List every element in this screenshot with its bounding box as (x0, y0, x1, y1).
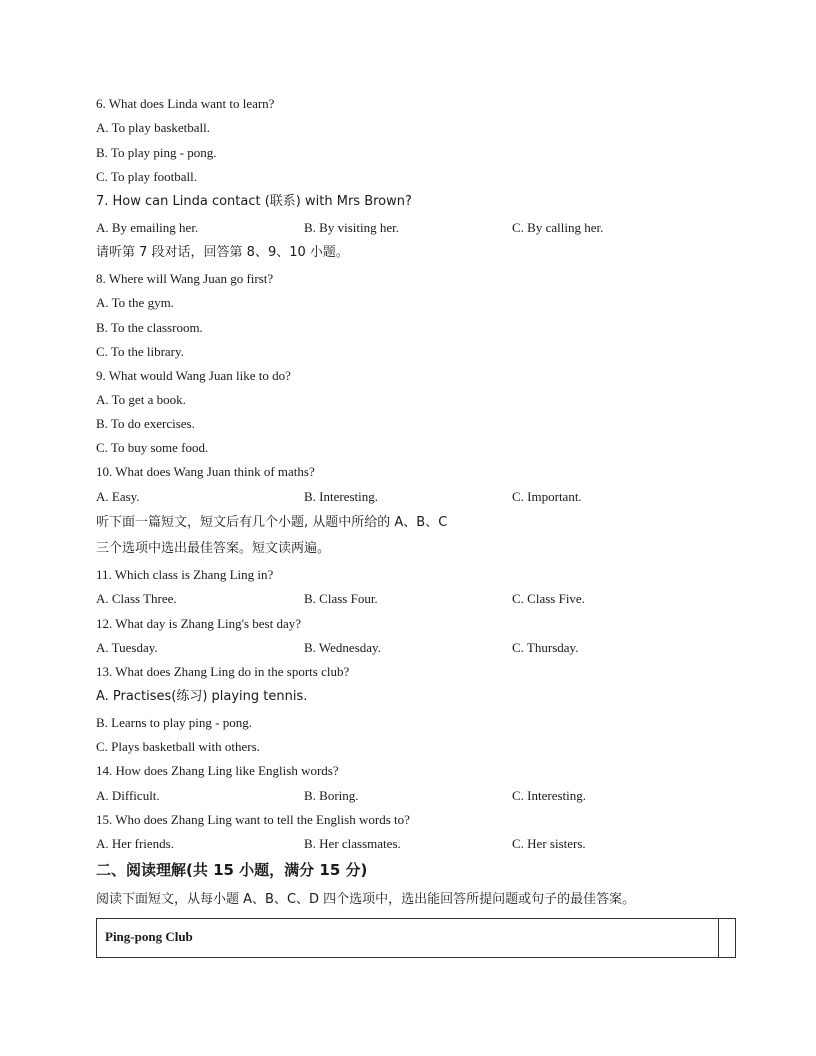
question-7: 7. How can Linda contact (联系) with Mrs Brown? (96, 194, 412, 209)
question-11: 11. Which class is Zhang Ling in? (96, 567, 274, 582)
question-10: 10. What does Wang Juan think of maths? (96, 464, 315, 479)
question-12: 12. What day is Zhang Ling's best day? (96, 616, 302, 631)
question-6-option-a: A. To play basketball. (96, 120, 211, 135)
reading-instruction: 阅读下面短文，从每小题 A、B、C、D 四个选项中，选出能回答所提问题或句子的最佳答案。 (96, 892, 636, 907)
question-6: 6. What does Linda want to learn? (96, 96, 275, 111)
question-7-option-c: C. By calling her. (512, 220, 604, 235)
box-divider (718, 919, 719, 957)
question-14-option-c: C. Interesting. (512, 788, 587, 803)
listening-instruction-passage-2: 三个选项中选出最佳答案。短文读两遍。 (96, 541, 331, 556)
question-7-option-a: A. By emailing her. (96, 220, 199, 235)
question-11-option-b: B. Class Four. (304, 591, 378, 606)
passage-title: Ping-pong Club (105, 929, 193, 944)
question-15-option-b: B. Her classmates. (304, 836, 401, 851)
question-10-option-c: C. Important. (512, 489, 582, 504)
question-7-option-b: B. By visiting her. (304, 220, 399, 235)
question-13: 13. What does Zhang Ling do in the sports club? (96, 664, 350, 679)
question-11-option-a: A. Class Three. (96, 591, 177, 606)
question-9-option-b: B. To do exercises. (96, 416, 195, 431)
question-15-option-a: A. Her friends. (96, 836, 174, 851)
question-12-option-a: A. Tuesday. (96, 640, 158, 655)
question-9-option-c: C. To buy some food. (96, 440, 209, 455)
question-13-option-b: B. Learns to play ping - pong. (96, 715, 252, 730)
question-11-option-c: C. Class Five. (512, 591, 585, 606)
passage-box (96, 918, 736, 958)
question-9: 9. What would Wang Juan like to do? (96, 368, 291, 383)
question-13-option-a: A. Practises(练习) playing tennis. (96, 689, 308, 704)
question-14-option-b: B. Boring. (304, 788, 359, 803)
question-15: 15. Who does Zhang Ling want to tell the English words to? (96, 812, 410, 827)
question-15-option-c: C. Her sisters. (512, 836, 586, 851)
question-9-option-a: A. To get a book. (96, 392, 186, 407)
question-8-option-a: A. To the gym. (96, 295, 174, 310)
question-8-option-c: C. To the library. (96, 344, 184, 359)
question-14: 14. How does Zhang Ling like English words? (96, 763, 339, 778)
question-12-option-c: C. Thursday. (512, 640, 579, 655)
question-14-option-a: A. Difficult. (96, 788, 160, 803)
question-13-option-c: C. Plays basketball with others. (96, 739, 260, 754)
listening-instruction-7: 请听第 7 段对话，回答第 8、9、10 小题。 (96, 245, 349, 260)
question-8-option-b: B. To the classroom. (96, 320, 203, 335)
section-heading-reading: 二、阅读理解(共 15 小题，满分 15 分) (96, 861, 368, 879)
question-6-option-c: C. To play football. (96, 169, 198, 184)
question-10-option-b: B. Interesting. (304, 489, 379, 504)
question-8: 8. Where will Wang Juan go first? (96, 271, 274, 286)
listening-instruction-passage-1: 听下面一篇短文，短文后有几个小题, 从题中所给的 A、B、C (96, 515, 448, 530)
question-12-option-b: B. Wednesday. (304, 640, 381, 655)
question-10-option-a: A. Easy. (96, 489, 140, 504)
question-6-option-b: B. To play ping - pong. (96, 145, 217, 160)
